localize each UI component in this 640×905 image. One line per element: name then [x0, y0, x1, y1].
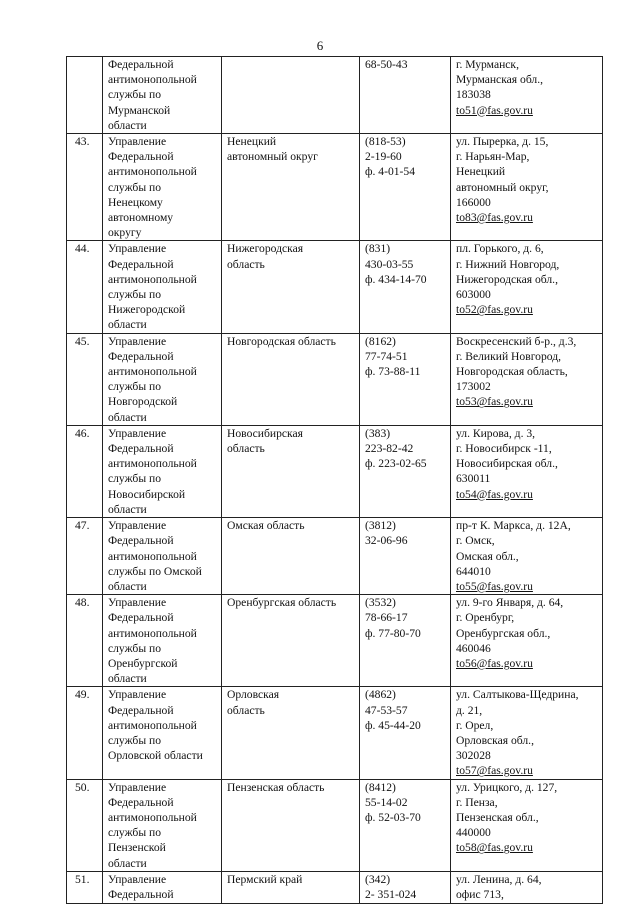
- address-cell: [451, 57, 603, 134]
- phone-line: (383): [365, 426, 391, 440]
- organization-line: Управление: [108, 780, 167, 794]
- organization-line: области: [108, 318, 147, 332]
- phone-line: ф. 434-14-70: [365, 272, 427, 286]
- table-row: [67, 871, 603, 903]
- phone-line: 55-14-02: [365, 795, 408, 809]
- region-line: область: [227, 442, 265, 456]
- organization-line: Федеральной: [108, 150, 174, 164]
- organization-line: антимонопольной: [108, 73, 197, 87]
- organization-line: Федеральной: [108, 611, 174, 625]
- address-cell: [451, 134, 603, 241]
- address-line: г. Пенза,: [456, 795, 498, 809]
- organization-line: Управление: [108, 334, 167, 348]
- address-line: пл. Горького, д. 6,: [456, 242, 544, 256]
- address-line: 166000: [456, 195, 491, 209]
- row-number-cell: [67, 779, 103, 871]
- organization-line: Управление: [108, 872, 167, 886]
- organization-line: Нижегородской: [108, 303, 186, 317]
- row-number: 51.: [75, 872, 90, 886]
- organization-line: антимонопольной: [108, 810, 197, 824]
- address-cell: [451, 425, 603, 517]
- phone-line: 77-74-51: [365, 349, 408, 363]
- address-line: г. Орел,: [456, 718, 494, 732]
- phone-line: (831): [365, 242, 391, 256]
- organization-cell: [103, 333, 222, 425]
- phone-line: 47-53-57: [365, 703, 408, 717]
- address-line: 460046: [456, 641, 491, 655]
- organization-line: области: [108, 410, 147, 424]
- organization-line: антимонопольной: [108, 626, 197, 640]
- region-line: область: [227, 703, 265, 717]
- phone-cell: [360, 871, 451, 903]
- address-line: 440000: [456, 826, 491, 840]
- organization-line: Новосибирской: [108, 487, 186, 501]
- organization-line: Федеральной: [108, 534, 174, 548]
- email-link[interactable]: to58@fas.gov.ru: [456, 841, 533, 855]
- address-line: Новосибирская обл.,: [456, 457, 558, 471]
- phone-line: (3812): [365, 519, 396, 533]
- table-row: [67, 241, 603, 333]
- address-line: ул. Пырерка, д. 15,: [456, 135, 549, 149]
- organization-line: службы по: [108, 288, 162, 302]
- row-number-cell: [67, 57, 103, 134]
- phone-line: (8412): [365, 780, 396, 794]
- email-link[interactable]: to57@fas.gov.ru: [456, 764, 533, 778]
- phone-cell: [360, 241, 451, 333]
- row-number: 48.: [75, 596, 90, 610]
- phone-line: (8162): [365, 334, 396, 348]
- address-line: 644010: [456, 564, 491, 578]
- address-line: г. Нижний Новгород,: [456, 257, 560, 271]
- organization-line: области: [108, 579, 147, 593]
- address-line: г. Нарьян-Мар,: [456, 150, 530, 164]
- phone-line: 68-50-43: [365, 58, 408, 71]
- region-cell: [222, 779, 360, 871]
- organization-line: Федеральной: [108, 257, 174, 271]
- row-number-cell: [67, 595, 103, 687]
- address-cell: [451, 687, 603, 779]
- organization-line: Федеральной: [108, 349, 174, 363]
- email-link[interactable]: to54@fas.gov.ru: [456, 487, 533, 501]
- email-link[interactable]: to51@fas.gov.ru: [456, 103, 533, 117]
- address-line: офис 713,: [456, 887, 504, 901]
- address-line: г. Мурманск,: [456, 58, 519, 71]
- table-row: [67, 687, 603, 779]
- organization-line: службы по: [108, 733, 162, 747]
- address-line: г. Новосибирск -11,: [456, 442, 552, 456]
- organization-line: антимонопольной: [108, 165, 197, 179]
- row-number-cell: [67, 687, 103, 779]
- address-line: Новгородская область,: [456, 365, 568, 379]
- organization-line: службы по: [108, 641, 162, 655]
- row-number: 46.: [75, 426, 90, 440]
- email-link[interactable]: to55@fas.gov.ru: [456, 579, 533, 593]
- organization-line: Федеральной: [108, 887, 174, 901]
- region-cell: [222, 518, 360, 595]
- organization-cell: [103, 241, 222, 333]
- region-line: Новосибирская: [227, 426, 303, 440]
- table-row: [67, 779, 603, 871]
- organization-line: Орловской области: [108, 749, 203, 763]
- organization-line: области: [108, 502, 147, 516]
- row-number: 47.: [75, 519, 90, 533]
- phone-line: (342): [365, 872, 391, 886]
- region-cell: [222, 595, 360, 687]
- organization-cell: [103, 687, 222, 779]
- organization-line: антимонопольной: [108, 365, 197, 379]
- organization-cell: [103, 134, 222, 241]
- region-line: Омская область: [227, 519, 305, 533]
- table-row: [67, 57, 603, 134]
- organization-line: Федеральной: [108, 795, 174, 809]
- phone-line: (4862): [365, 688, 396, 702]
- region-line: Оренбургская область: [227, 596, 337, 610]
- email-link[interactable]: to83@fas.gov.ru: [456, 211, 533, 225]
- row-number-cell: [67, 425, 103, 517]
- organization-line: службы по Омской: [108, 564, 202, 578]
- organization-line: службы по: [108, 380, 162, 394]
- address-line: Нижегородская обл.,: [456, 272, 558, 286]
- organization-line: Оренбургской: [108, 656, 178, 670]
- organization-line: Управление: [108, 519, 167, 533]
- phone-line: 430-03-55: [365, 257, 414, 271]
- address-cell: [451, 333, 603, 425]
- organization-line: Мурманской: [108, 103, 171, 117]
- organization-line: антимонопольной: [108, 718, 197, 732]
- region-cell: [222, 333, 360, 425]
- organization-cell: [103, 779, 222, 871]
- organization-line: службы по: [108, 826, 162, 840]
- organization-line: Управление: [108, 688, 167, 702]
- row-number: 43.: [75, 135, 90, 149]
- row-number: 49.: [75, 688, 90, 702]
- email-link[interactable]: to53@fas.gov.ru: [456, 395, 533, 409]
- table-body: [67, 57, 603, 904]
- address-line: Оренбургская обл.,: [456, 626, 551, 640]
- organization-cell: [103, 518, 222, 595]
- phone-line: ф. 77-80-70: [365, 626, 421, 640]
- organization-line: Ненецкому: [108, 195, 163, 209]
- region-line: Ненецкий: [227, 135, 277, 149]
- table-row: [67, 595, 603, 687]
- address-line: Омская обл.,: [456, 549, 519, 563]
- phone-line: 78-66-17: [365, 611, 408, 625]
- table-row: [67, 518, 603, 595]
- address-line: Орловская обл.,: [456, 733, 534, 747]
- region-line: Новгородская область: [227, 334, 336, 348]
- phone-line: (818-53): [365, 135, 406, 149]
- organization-line: автономному: [108, 211, 174, 225]
- region-cell: [222, 425, 360, 517]
- phone-cell: [360, 425, 451, 517]
- row-number-cell: [67, 134, 103, 241]
- address-line: г. Оренбург,: [456, 611, 515, 625]
- organization-cell: [103, 595, 222, 687]
- address-line: Ненецкий: [456, 165, 506, 179]
- phone-cell: [360, 134, 451, 241]
- organization-cell: [103, 871, 222, 903]
- table-row: [67, 134, 603, 241]
- email-link[interactable]: to56@fas.gov.ru: [456, 656, 533, 670]
- organization-line: Федеральной: [108, 442, 174, 456]
- phone-line: 2- 351-024: [365, 887, 417, 901]
- region-line: автономный округ: [227, 150, 318, 164]
- organization-line: округу: [108, 226, 142, 240]
- address-line: 173002: [456, 380, 491, 394]
- address-cell: [451, 518, 603, 595]
- organization-line: антимонопольной: [108, 457, 197, 471]
- address-line: ул. Салтыкова-Щедрина,: [456, 688, 579, 702]
- address-line: пр-т К. Маркса, д. 12А,: [456, 519, 571, 533]
- region-cell: [222, 134, 360, 241]
- region-line: Пермский край: [227, 872, 303, 886]
- phone-cell: [360, 333, 451, 425]
- organization-line: службы по: [108, 180, 162, 194]
- address-line: 630011: [456, 472, 491, 486]
- organization-line: Управление: [108, 135, 167, 149]
- row-number-cell: [67, 518, 103, 595]
- organization-line: области: [108, 856, 147, 870]
- address-cell: [451, 241, 603, 333]
- organization-line: службы по: [108, 88, 162, 102]
- organization-line: Новгородской: [108, 395, 178, 409]
- region-cell: [222, 57, 360, 134]
- address-line: 603000: [456, 288, 491, 302]
- email-link[interactable]: to52@fas.gov.ru: [456, 303, 533, 317]
- organization-line: области: [108, 118, 147, 132]
- address-line: автономный округ,: [456, 180, 549, 194]
- region-cell: [222, 687, 360, 779]
- organization-line: области: [108, 672, 147, 686]
- fas-offices-table: [66, 56, 603, 904]
- address-cell: [451, 595, 603, 687]
- row-number: 50.: [75, 780, 90, 794]
- address-cell: [451, 779, 603, 871]
- organization-line: Федеральной: [108, 58, 174, 71]
- phone-line: ф. 73-88-11: [365, 365, 421, 379]
- phone-line: ф. 4-01-54: [365, 165, 416, 179]
- table-row: [67, 425, 603, 517]
- address-line: д. 21,: [456, 703, 483, 717]
- organization-line: Управление: [108, 426, 167, 440]
- row-number-cell: [67, 241, 103, 333]
- row-number-cell: [67, 871, 103, 903]
- address-line: г. Великий Новгород,: [456, 349, 562, 363]
- phone-line: (3532): [365, 596, 396, 610]
- phone-cell: [360, 57, 451, 134]
- region-line: Пензенская область: [227, 780, 325, 794]
- address-line: г. Омск,: [456, 534, 495, 548]
- organization-line: антимонопольной: [108, 272, 197, 286]
- region-cell: [222, 241, 360, 333]
- phone-cell: [360, 595, 451, 687]
- row-number: 44.: [75, 242, 90, 256]
- organization-cell: [103, 425, 222, 517]
- address-line: 302028: [456, 749, 491, 763]
- region-line: область: [227, 257, 265, 271]
- address-line: Пензенская обл.,: [456, 810, 539, 824]
- phone-line: ф. 45-44-20: [365, 718, 421, 732]
- region-cell: [222, 871, 360, 903]
- phone-line: 32-06-96: [365, 534, 408, 548]
- phone-line: 223-82-42: [365, 442, 414, 456]
- organization-cell: [103, 57, 222, 134]
- organization-line: Управление: [108, 242, 167, 256]
- table-row: [67, 333, 603, 425]
- page-number: 6: [316, 38, 324, 53]
- phone-line: ф. 52-03-70: [365, 810, 421, 824]
- address-line: 183038: [456, 88, 491, 102]
- phone-line: 2-19-60: [365, 150, 402, 164]
- organization-line: службы по: [108, 472, 162, 486]
- region-line: Орловская: [227, 688, 280, 702]
- phone-cell: [360, 518, 451, 595]
- phone-cell: [360, 687, 451, 779]
- organization-line: Федеральной: [108, 703, 174, 717]
- address-line: ул. Урицкого, д. 127,: [456, 780, 558, 794]
- row-number: 45.: [75, 334, 90, 348]
- address-line: Мурманская обл.,: [456, 73, 544, 87]
- phone-line: ф. 223-02-65: [365, 457, 427, 471]
- address-line: ул. Ленина, д. 64,: [456, 872, 542, 886]
- organization-line: антимонопольной: [108, 549, 197, 563]
- address-cell: [451, 871, 603, 903]
- address-line: Воскресенский б-р., д.3,: [456, 334, 577, 348]
- row-number-cell: [67, 333, 103, 425]
- organization-line: Управление: [108, 596, 167, 610]
- organization-line: Пензенской: [108, 841, 166, 855]
- region-line: Нижегородская: [227, 242, 304, 256]
- address-line: ул. Кирова, д. 3,: [456, 426, 536, 440]
- phone-cell: [360, 779, 451, 871]
- address-line: ул. 9-го Января, д. 64,: [456, 596, 564, 610]
